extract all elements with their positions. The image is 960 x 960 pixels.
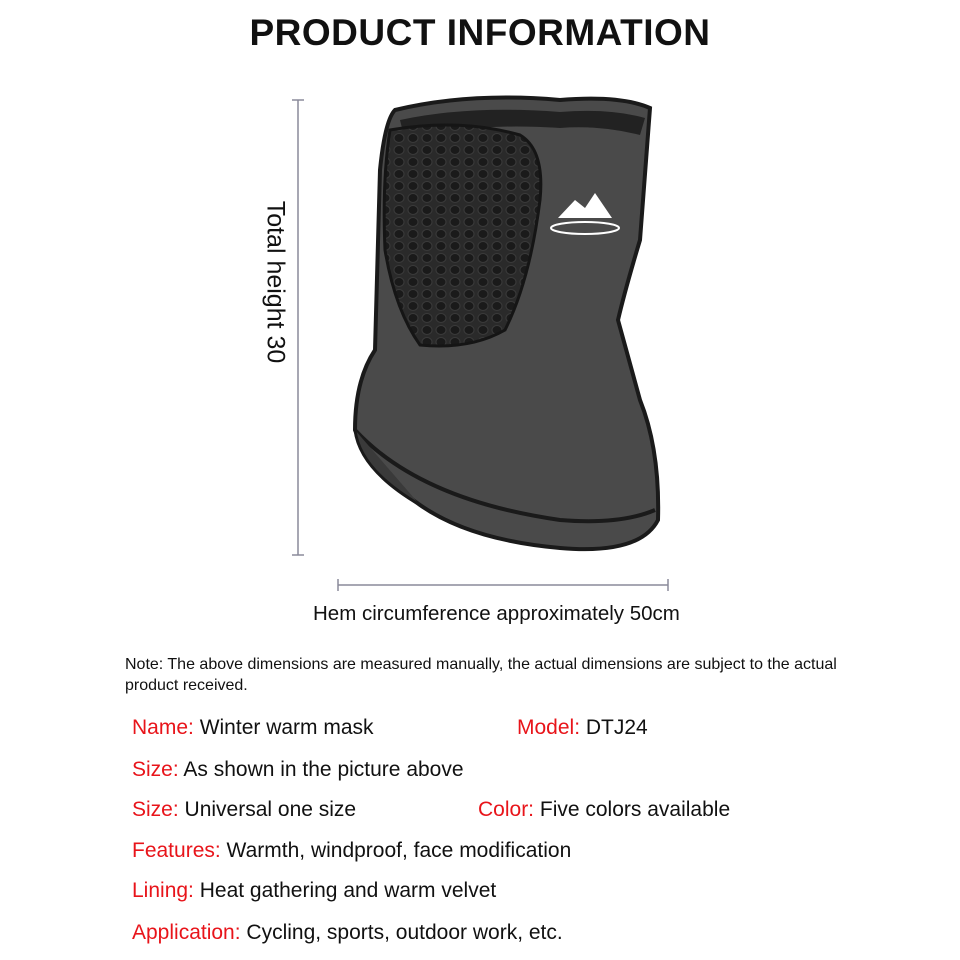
spec-label: Size: bbox=[132, 758, 179, 781]
height-dimension-line bbox=[292, 100, 304, 555]
spec-label: Model: bbox=[517, 716, 581, 739]
spec-label: Size: bbox=[132, 798, 179, 821]
spec-lining bbox=[132, 879, 496, 903]
spec-value: Warmth, windproof, face modification bbox=[220, 839, 572, 862]
spec-application bbox=[132, 921, 563, 945]
spec-color bbox=[478, 798, 730, 822]
measurement-note: Note: The above dimensions are measured manually, the actual dimensions are subject to the actual product received. bbox=[125, 656, 837, 694]
spec-value: Universal one size bbox=[178, 798, 357, 821]
spec-features bbox=[132, 839, 571, 863]
spec-value: Heat gathering and warm velvet bbox=[193, 879, 497, 902]
width-dimension-line bbox=[338, 579, 668, 591]
spec-label: Features: bbox=[132, 839, 221, 862]
spec-label: Name: bbox=[132, 716, 194, 739]
spec-size-universal bbox=[132, 798, 356, 822]
circumference-label: Hem circumference approximately 50cm bbox=[313, 602, 680, 625]
spec-model bbox=[517, 716, 648, 740]
spec-name bbox=[132, 716, 374, 740]
height-label: Total height 30 bbox=[261, 200, 290, 364]
spec-label: Lining: bbox=[132, 879, 194, 902]
spec-value: Winter warm mask bbox=[193, 716, 374, 739]
spec-label: Color: bbox=[478, 798, 535, 821]
spec-value: As shown in the picture above bbox=[178, 758, 464, 781]
page-title: PRODUCT INFORMATION bbox=[249, 12, 711, 53]
spec-value: Cycling, sports, outdoor work, etc. bbox=[240, 921, 563, 944]
spec-size-picture bbox=[132, 758, 464, 782]
spec-value: DTJ24 bbox=[580, 716, 648, 739]
spec-value: Five colors available bbox=[534, 798, 731, 821]
mask-image bbox=[355, 98, 658, 550]
spec-label: Application: bbox=[132, 921, 241, 944]
